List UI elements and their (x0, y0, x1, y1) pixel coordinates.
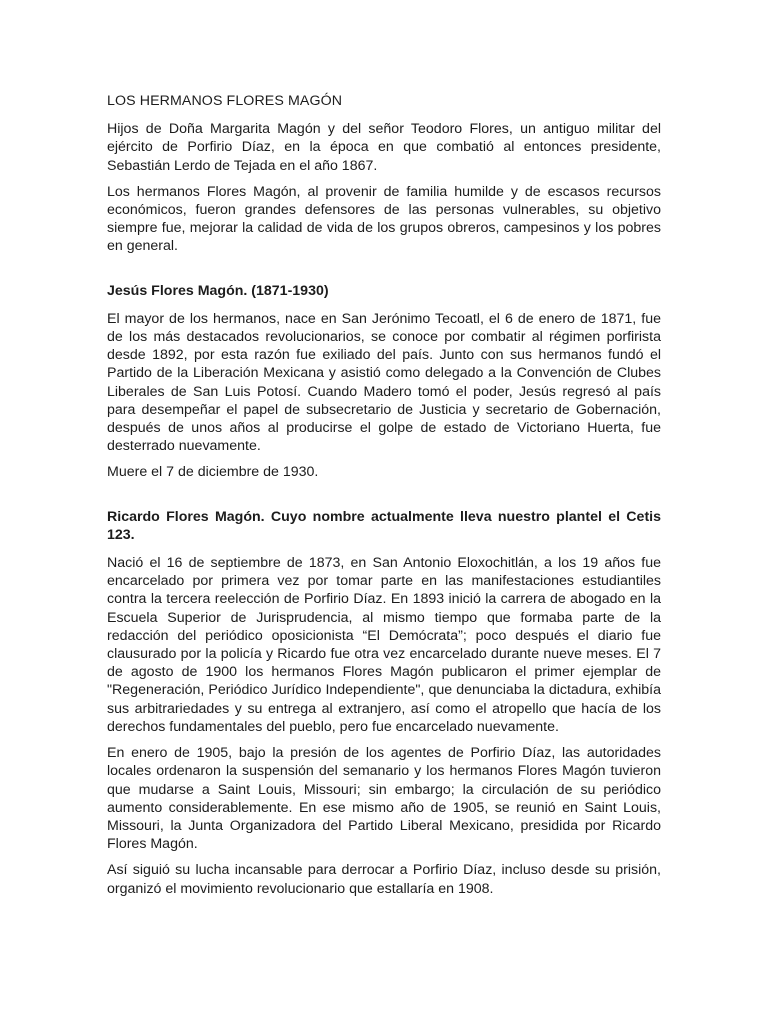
document-title: LOS HERMANOS FLORES MAGÓN (107, 93, 343, 109)
intro-paragraph-2: Los hermanos Flores Magón, al provenir de familia humilde y de escasos recursos económicos, fueron grandes defensores de las personas vulnerables, su objetivo siempre fue, mejorar la calidad de vida de los grupos obreros, campesinos y los pobres en general. (107, 183, 661, 255)
section-ricardo-paragraph-2: En enero de 1905, bajo la presión de los agentes de Porfirio Díaz, las autoridades locales ordenaron la suspensión del semanario y los hermanos Flores Magón tuvieron que mudarse a Saint Louis, Missouri; sin embargo; la circulación de su periódico aumento considerablemente. En ese mismo año de 1905, se reunió en Saint Louis, Missouri, la Junta Organizadora del Partido Liberal Mexicano, presidida por Ricardo Flores Magón. (107, 745, 661, 853)
section-jesus-paragraph-1: El mayor de los hermanos, nace en San Jerónimo Tecoatl, el 6 de enero de 1871, fue de los más destacados revolucionarios, se conoce por combatir al régimen porfirista desde 1892, por esta razón fue exiliado del país. Junto con sus hermanos fundó el Partido de la Liberación Mexicana y asistió como delegado a la Convención de Clubes Liberales de San Luis Potosí. Cuando Madero tomó el poder, Jesús regresó al país para desempeñar el papel de subsecretario de Justicia y secretario de Gobernación, después de unos años al producirse el golpe de estado de Victoriano Huerta, fue desterrado nuevamente. (107, 310, 661, 455)
section-jesus-paragraph-2: Muere el 7 de diciembre de 1930. (107, 464, 319, 481)
section-heading-jesus: Jesús Flores Magón. (1871-1930) (107, 282, 329, 299)
document-page (107, 92, 661, 906)
section-ricardo-paragraph-1: Nació el 16 de septiembre de 1873, en San Antonio Eloxochitlán, a los 19 años fue encarcelado por primera vez por tomar parte en las manifestaciones estudiantiles contra la tercera reelección de Porfirio Díaz. En 1893 inició la carrera de abogado en la Escuela Superior de Jurisprudencia, al mismo tiempo que formaba parte de la redacción del periódico oposicionista “El Demócrata”; poco después el diario fue clausurado por la policía y Ricardo fue otra vez encarcelado durante nueve meses. El 7 de agosto de 1900 los hermanos Flores Magón publicaron el primer ejemplar de "Regeneración, Periódico Jurídico Independiente", que denunciaba la dictadura, exhibía sus arbitrariedades y su entrega al extranjero, así como el atropello que hacía de los derechos fundamentales del pueblo, pero fue encarcelado nuevamente. (107, 555, 661, 735)
section-heading-ricardo: Ricardo Flores Magón. Cuyo nombre actualmente lleva nuestro plantel el Cetis 123. (107, 508, 661, 543)
intro-paragraph-1: Hijos de Doña Margarita Magón y del señor Teodoro Flores, un antiguo militar del ejército de Porfirio Díaz, en la época en que combatió al entonces presidente, Sebastián Lerdo de Tejada en el año 1867. (107, 121, 661, 174)
section-ricardo-paragraph-3: Así siguió su lucha incansable para derrocar a Porfirio Díaz, incluso desde su prisión, organizó el movimiento revolucionario que estallaría en 1908. (107, 862, 661, 897)
